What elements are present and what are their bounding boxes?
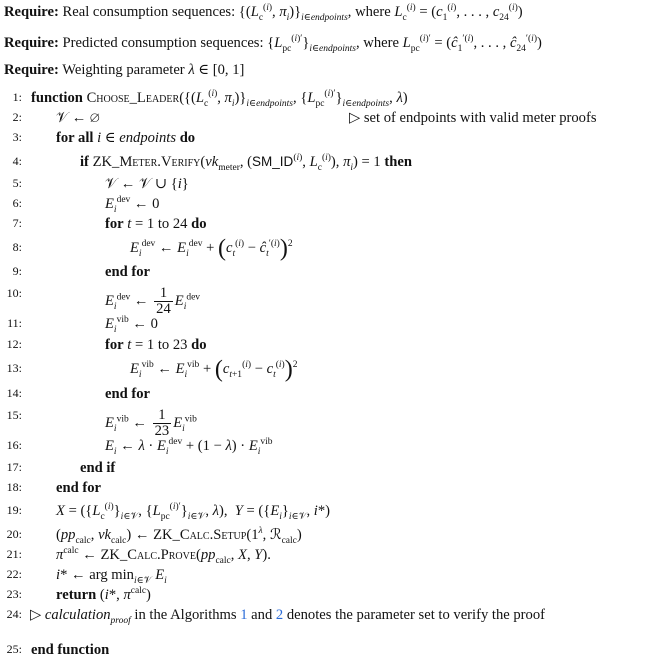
require-real-consumption: Require: Real consumption sequences: {($L_c^{(i)}$, $\pi_i)\}_{i\in endpoints}$, where $L_c^{(i)} = (c_1^{(i)}$, . . . , $c_{24}^{(i)}$)	[4, 3, 523, 23]
algorithm-block: Require: Real consumption sequences: {($L_c^{(i)}$, $\pi_i)\}_{i\in endpoints}$, where $L_c^{(i)} = (c_1^{(i)}$, . . . , $c_{24}^{(i)}$) Require: Predicted consumption sequences: $\{L_{pc}^{(i)'}\}_{i\in endpoints}$, where $L_{pc}^{(i)'}$ = ($ĉ_1^{'(i)}$, . . . , $ĉ_{24}^{'(i)}$) Require: Weighting parameter λ ∈ [0, 1] 1: function $Choose\_Leader(\{(L_c^{(i)}$, $\pi_i)\}_{i\in endpoints}$, $\{L_{pc}^{(i)'}\}_{i\in endpoints}$, λ) 2: 𝒱 ← ∅ ▷ set of endpoints with valid meter proofs 3: for all i ∈ endpoints do 4: if $ZK\_Meter.Verify(vk_{meter}$, (SM_ID$^{(i)}$, $L_c^{(i)}$), $\pi_i) = 1$ then 5: 𝒱 ← 𝒱 ∪ {i} 6: $E_i^{dev}$ ← 0 7: for t = 1 to 24 do 8: $E_i^{dev}$ ← $E_i^{dev} + (c_t^{(i)}$ − $ĉ_t^{'(i)})^2$ 9: end for 10: $E_i^{dev}$ ← $\frac{1}{24}$ $E_i^{dev}$ 11: $E_i^{vib}$ ← 0 12: for t = 1 to 23 do 13: $E_i^{vib}$ ← $E_i^{vib} + (c_{t+1}^{(i)} - c_t^{(i)})^2$ 14: end for 15: $E_i^{vib}$ ← $\frac{1}{23}$ $E_i^{vib}$ 16: $E_i$ ← $\lambda \cdot E_i^{dev} + (1 - \lambda) \cdot E_i^{vib}$ 17: end if 18: end for 19: $X = (\{L_c^{(i)}\}_{i\in 𝒱}$, $\{L_{pc}^{(i)'}\}_{i\in 𝒱}$, λ), $Y = (\{E_i\}_{i\in 𝒱}$, i*) 20: ($pp_{calc}$, $vk_{calc}$) ← $ZK\_Calc.Setup(1^\lambda$, ℛ$_{calc}$) 21: $\pi^{calc}$ ← $ZK\_Calc.Prove(pp_{calc}$, X, Y). 22: i* ← arg $\min_{i\in 𝒱} E_i$ 23: return (i*, $\pi^{calc}$) 24: ▷ calculation$_{proof}$ in the Algorithms 1 and 2 denotes the parameter set to verify the proof 25: end function	[4, 3, 597, 658]
require-weighting-parameter: Require: Weighting parameter λ ∈ [0, 1]	[4, 62, 245, 78]
require-predicted-consumption: Require: Predicted consumption sequences: $\{L_{pc}^{(i)'}\}_{i\in endpoints}$, where $L_{pc}^{(i)'}$ = ($ĉ_1^{'(i)}$, . . . , $ĉ_{24}^{'(i)}$)	[4, 34, 542, 54]
algorithm-1-link[interactable]: 1	[240, 607, 248, 623]
algorithm-2-link[interactable]: 2	[275, 607, 284, 623]
comment-valid-endpoints: ▷ set of endpoints with valid meter proofs	[349, 110, 597, 126]
